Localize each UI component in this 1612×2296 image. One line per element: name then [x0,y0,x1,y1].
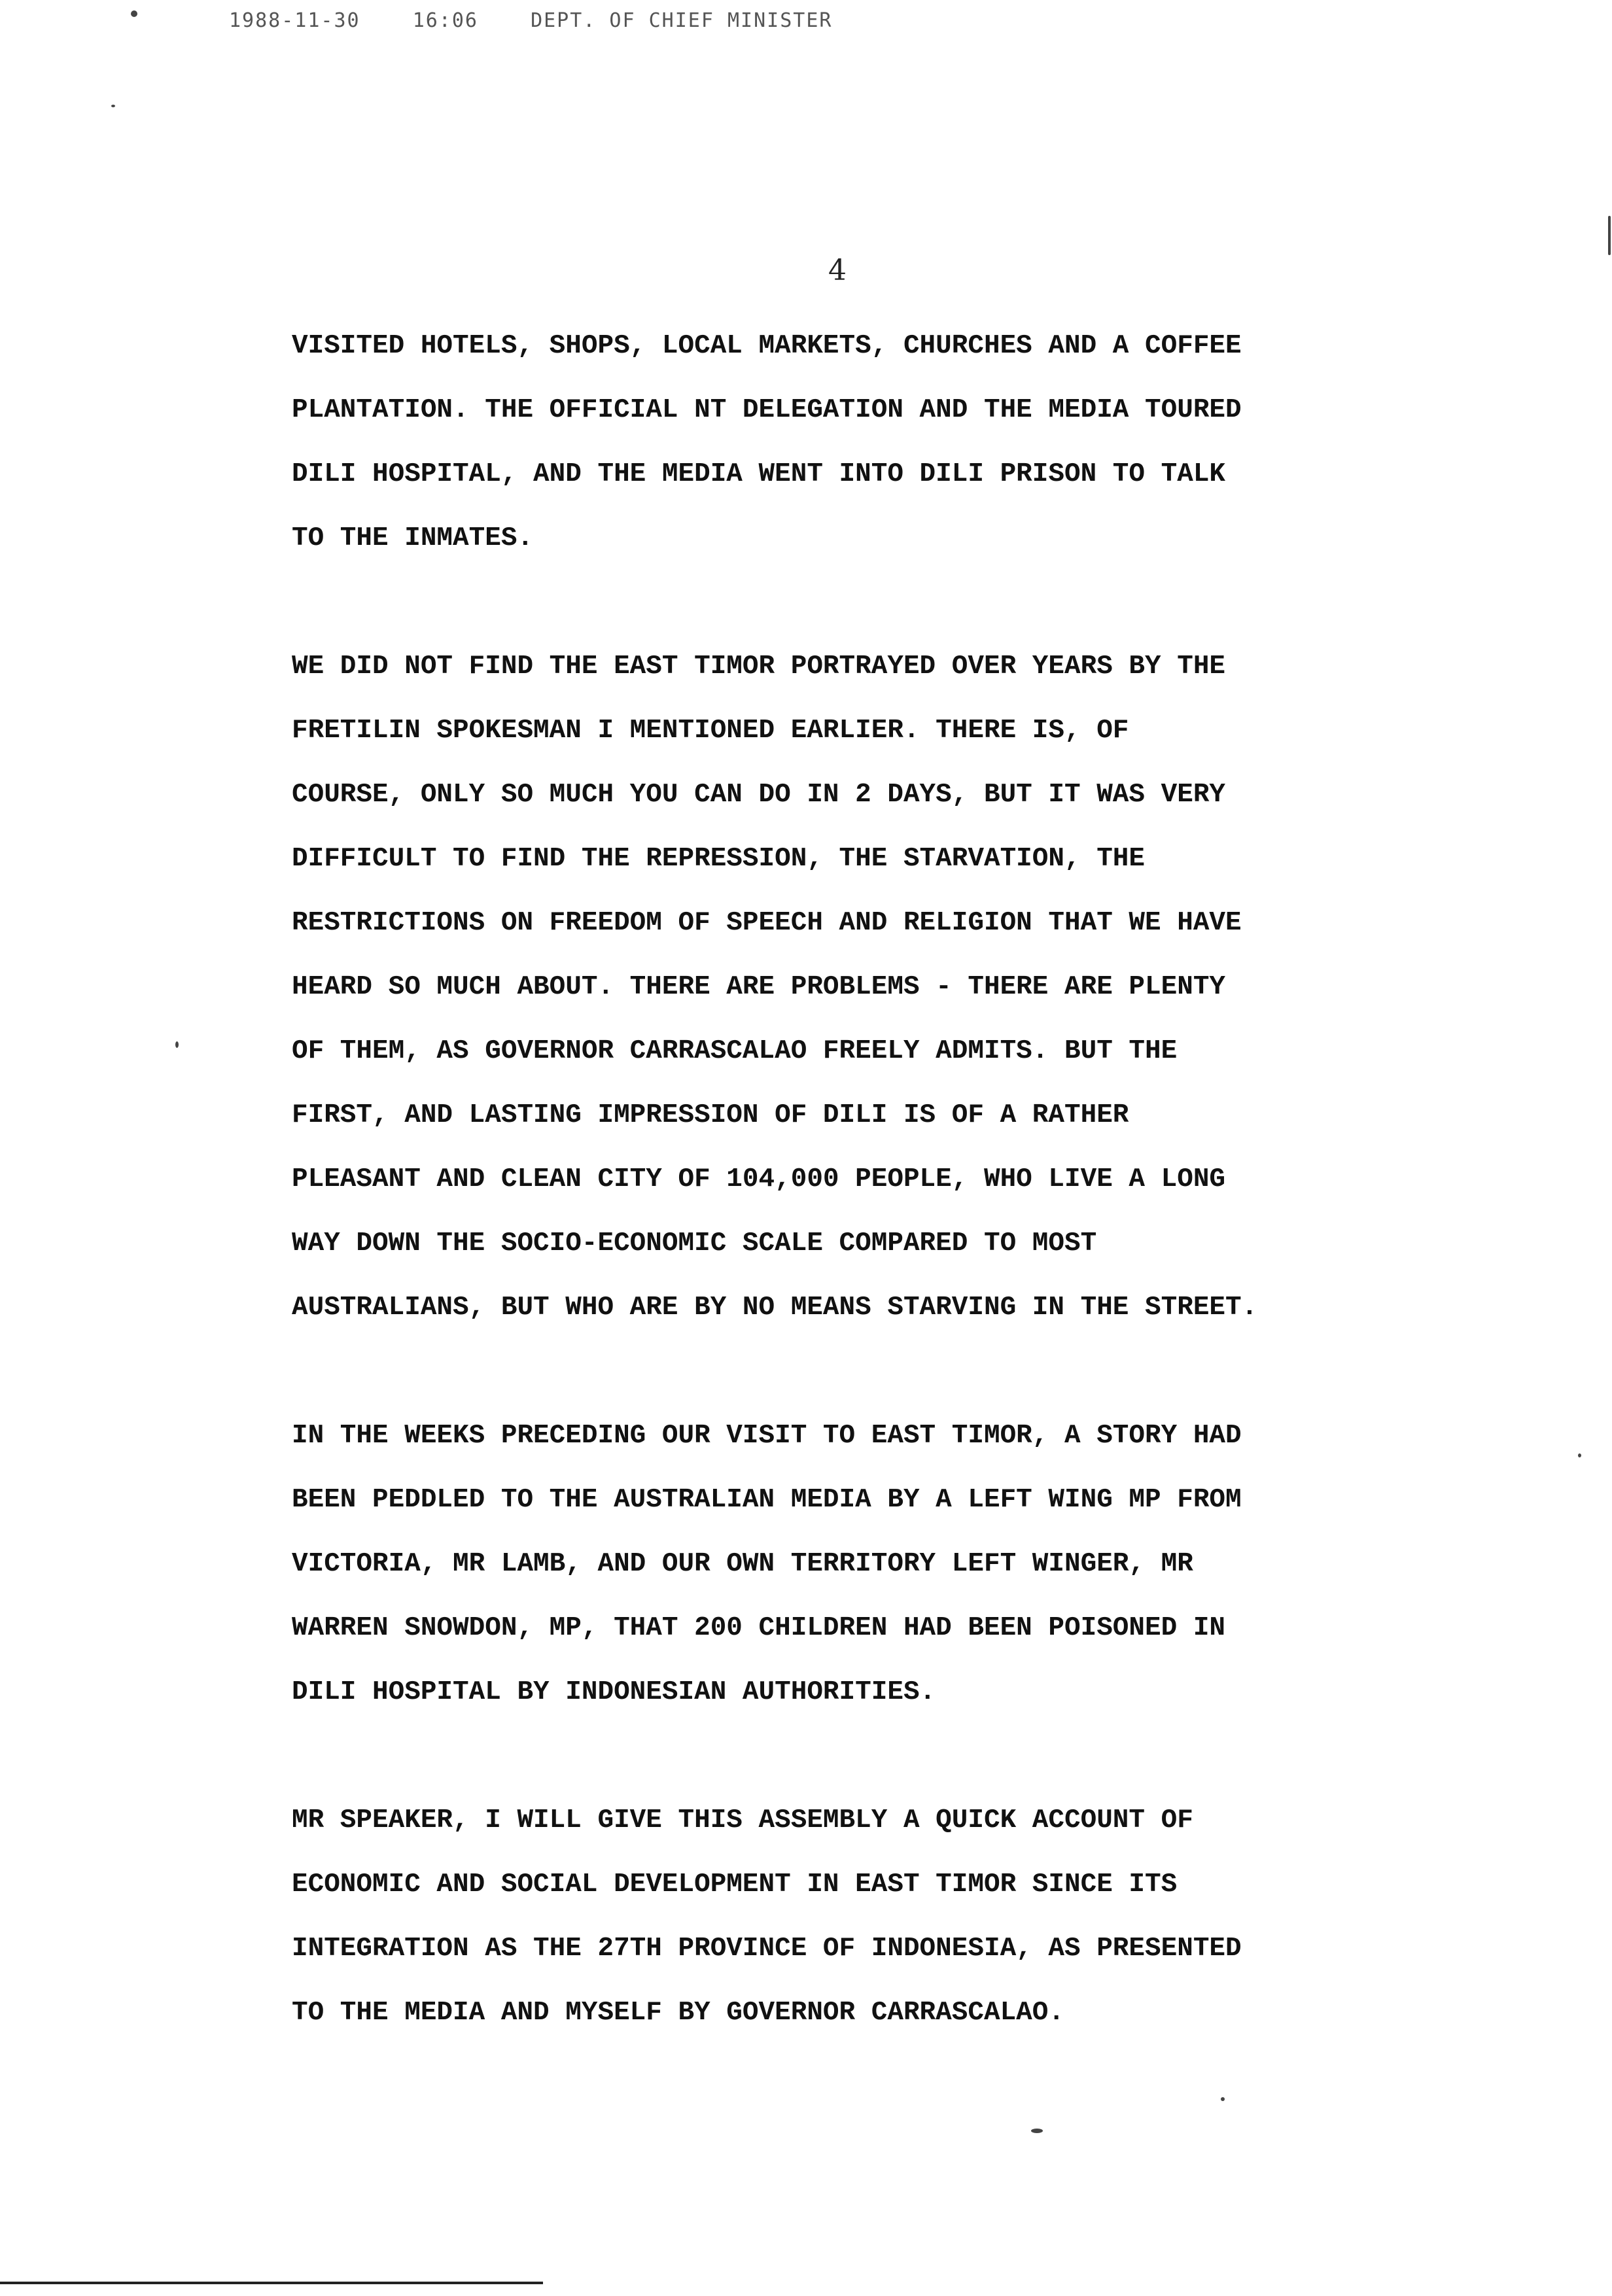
text-line: OF THEM, AS GOVERNOR CARRASCALAO FREELY ADMITS. BUT THE [292,1036,1178,1066]
text-line: VISITED HOTELS, SHOPS, LOCAL MARKETS, CHURCHES AND A COFFEE [292,331,1242,361]
text-line: DIFFICULT TO FIND THE REPRESSION, THE STARVATION, THE [292,844,1146,874]
fax-sender: DEPT. OF CHIEF MINISTER [531,9,833,32]
text-line: PLANTATION. THE OFFICIAL NT DELEGATION AND THE MEDIA TOURED [292,395,1242,425]
text-line: IN THE WEEKS PRECEDING OUR VISIT TO EAST TIMOR, A STORY HAD [292,1421,1242,1451]
text-line: WE DID NOT FIND THE EAST TIMOR PORTRAYED OVER YEARS BY THE [292,652,1226,682]
scan-speck [131,10,137,17]
text-line: DILI HOSPITAL BY INDONESIAN AUTHORITIES. [292,1677,936,1707]
paragraph-2 [292,635,1469,1340]
text-line: FIRST, AND LASTING IMPRESSION OF DILI IS OF A RATHER [292,1100,1129,1130]
text-line: DILI HOSPITAL, AND THE MEDIA WENT INTO DILI PRISON TO TALK [292,459,1226,489]
text-line: BEEN PEDDLED TO THE AUSTRALIAN MEDIA BY A LEFT WING MP FROM [292,1485,1242,1515]
paragraph-3 [292,1404,1469,1724]
text-line: WAY DOWN THE SOCIO-ECONOMIC SCALE COMPARED TO MOST [292,1228,1097,1259]
text-line: AUSTRALIANS, BUT WHO ARE BY NO MEANS STARVING IN THE STREET. [292,1293,1258,1323]
text-line: COURSE, ONLY SO MUCH YOU CAN DO IN 2 DAYS, BUT IT WAS VERY [292,780,1226,810]
text-line: ECONOMIC AND SOCIAL DEVELOPMENT IN EAST TIMOR SINCE ITS [292,1870,1178,1900]
text-line: PLEASANT AND CLEAN CITY OF 104,000 PEOPLE, WHO LIVE A LONG [292,1164,1226,1194]
scan-speck [175,1041,179,1048]
paragraph-1 [292,314,1469,570]
bottom-rule [0,2282,543,2284]
text-line: INTEGRATION AS THE 27TH PROVINCE OF INDONESIA, AS PRESENTED [292,1934,1242,1964]
text-line: VICTORIA, MR LAMB, AND OUR OWN TERRITORY LEFT WINGER, MR [292,1549,1193,1579]
scan-speck [1031,2129,1043,2133]
fax-date: 1988-11-30 [229,9,360,32]
scan-speck [111,105,115,107]
text-line: MR SPEAKER, I WILL GIVE THIS ASSEMBLY A QUICK ACCOUNT OF [292,1805,1193,1835]
page-number: 4 [828,254,847,287]
text-line: RESTRICTIONS ON FREEDOM OF SPEECH AND RELIGION THAT WE HAVE [292,908,1242,938]
text-line: TO THE MEDIA AND MYSELF BY GOVERNOR CARRASCALAO. [292,1998,1064,2028]
text-line: WARREN SNOWDON, MP, THAT 200 CHILDREN HAD BEEN POISONED IN [292,1613,1226,1643]
fax-header [229,9,871,32]
text-line: HEARD SO MUCH ABOUT. THERE ARE PROBLEMS - THERE ARE PLENTY [292,972,1226,1002]
text-line: FRETILIN SPOKESMAN I MENTIONED EARLIER. THERE IS, OF [292,716,1129,746]
text-line: TO THE INMATES. [292,523,534,553]
fax-time: 16:06 [412,9,478,32]
scan-speck [1608,216,1611,255]
scan-speck [1221,2097,1225,2101]
body-text [292,314,1469,2109]
scan-speck [1578,1453,1581,1457]
paragraph-4 [292,1788,1469,2045]
